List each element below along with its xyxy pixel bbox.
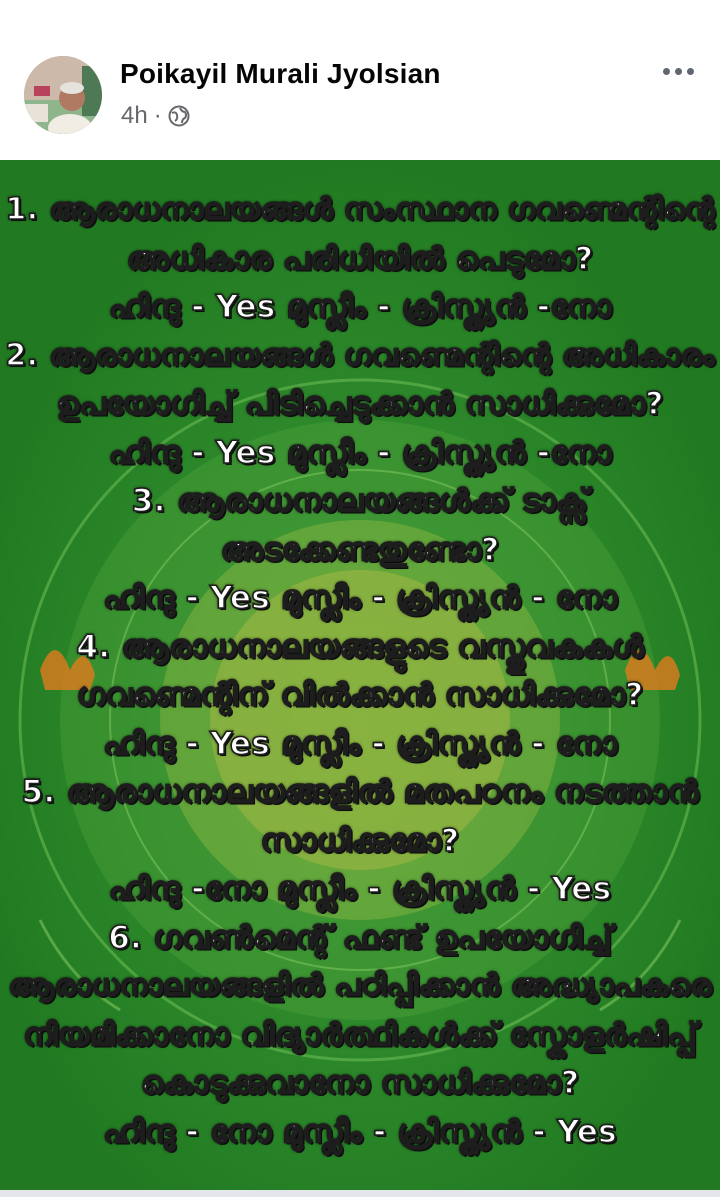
- text-line-5: ഉപയോഗിച്ച് പിടിച്ചെടുക്കാൻ സാധിക്കുമോ?: [56, 386, 664, 422]
- text-line-18: നിയമിക്കാനോ വിദ്യാർത്ഥികൾക്ക് സ്കോളർഷിപ്പ്: [23, 1016, 697, 1053]
- globe-icon[interactable]: [168, 105, 190, 127]
- text-line-13: 5. ആരാധനാലയങ്ങളിൽ മതപഠനം നടത്താൻ: [21, 774, 699, 810]
- text-line-3: ഹിന്ദു - Yes മുസ്ലീം - ക്രിസ്ത്യൻ -നോ: [108, 289, 612, 325]
- post-header: [0, 0, 720, 160]
- text-line-2: അധികാര പരിധിയിൽ പെടുമോ?: [126, 240, 594, 277]
- text-line-1: 1. ആരാധനാലയങ്ങൾ സംസ്ഥാന ഗവണ്മെന്റിന്റെ: [5, 192, 715, 227]
- more-options-icon[interactable]: [658, 56, 698, 86]
- text-line-14: സാധിക്കുമോ?: [260, 822, 460, 859]
- post-divider: [0, 1190, 720, 1197]
- post-image[interactable]: [0, 160, 720, 1190]
- author-name[interactable]: Poikayil Murali Jyolsian: [120, 58, 441, 89]
- text-line-19: കൊടുക്കുവാനോ സാധിക്കുമോ?: [140, 1065, 580, 1101]
- text-line-20: ഹിന്ദു - നോ മുസ്ലീം - ക്രിസ്ത്യൻ - Yes: [103, 1113, 617, 1150]
- avatar-image: [24, 56, 102, 134]
- text-line-4: 2. ആരാധനാലയങ്ങൾ ഗവണ്മെന്റിന്റെ അധികാരം: [5, 337, 715, 373]
- text-line-9: ഹിന്ദു - Yes മുസ്ലീം - ക്രിസ്ത്യൻ - നോ: [103, 580, 617, 616]
- text-line-6: ഹിന്ദു - Yes മുസ്ലീം - ക്രിസ്ത്യൻ -നോ: [108, 434, 612, 471]
- text-line-16: 6. ഗവൺമെന്റ് ഫണ്ട് ഉപയോഗിച്ച്: [108, 919, 612, 956]
- malayalam-text-block: [0, 186, 720, 1156]
- text-line-17: ആരാധനാലയങ്ങളിൽ പഠിപ്പിക്കാൻ അദ്ധ്യാപകരെ: [8, 968, 712, 1003]
- text-line-12: ഹിന്ദു - Yes മുസ്ലീം - ക്രിസ്ത്യൻ - നോ: [103, 725, 617, 762]
- meta-separator: ·: [153, 102, 162, 129]
- text-line-11: ഗവണ്മെന്റിന് വിൽക്കാൻ സാധിക്കുമോ?: [76, 677, 644, 713]
- text-line-15: ഹിന്ദു -നോ മുസ്ലീം - ക്രിസ്ത്യൻ - Yes: [108, 871, 612, 907]
- text-line-7: 3. ആരാധനാലയങ്ങൾക്ക് ടാക്സ്: [131, 483, 589, 519]
- text-line-8: അടക്കേണ്ടതുണ്ടോ?: [220, 531, 500, 568]
- post-time[interactable]: 4h: [121, 102, 148, 129]
- text-line-10: 4. ആരാധനാലയങ്ങളുടെ വസ്തുവകകൾ: [76, 628, 644, 665]
- avatar[interactable]: [24, 56, 102, 134]
- post-meta: [121, 102, 190, 130]
